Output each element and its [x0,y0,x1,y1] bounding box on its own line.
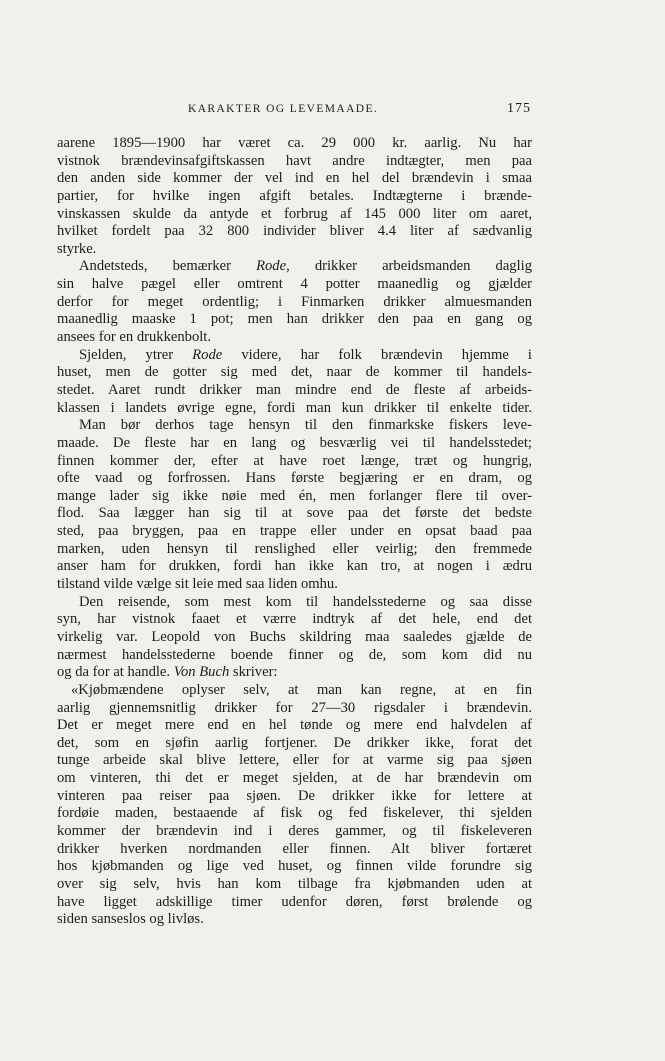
text-line: marken, uden hensyn til renslighed eller veirlig; den fremmede [57,540,532,557]
text-line: sin halve pægel eller omtrent 4 potter maanedlig og gjælder [57,276,532,293]
text-line: vinskassen skulde da antyde et forbrug af 145 000 liter om aaret, [57,205,532,222]
text-line: derfor for meget ordentlig; i Finmarken drikker almuesmanden [57,293,532,310]
text-line: anser ham for drukken, fordi han ikke kan tro, at nogen i ædru [57,558,532,575]
running-title: KARAKTER OG LEVEMAADE. [188,103,379,115]
page-number: 175 [507,101,531,116]
text-line: ofte vaad og forfrossen. Hans første begjæring er en dram, og [57,470,532,487]
quote-line: fordøie maden, bestaaende af fisk og fed fiskelever, thi sjelden [57,805,532,822]
text-line: Sjelden, ytrer Rode videre, har folk brændevin hjemme i [79,346,532,363]
text-line: flod. Saa lægger han sig til at sove paa det første det bedste [57,505,532,522]
quote-line: Det er meget mere end en hel tønde og mere end halvdelen af [57,717,532,734]
quote-line: have ligget adskillige timer udenfor døren, først brølende og [57,893,532,910]
page-header [0,101,665,121]
quote-line: vinteren paa reiser paa sjøen. De drikker ikke for lettere at [57,787,532,804]
author-name: Von Buch [173,664,230,681]
quote-line: kommer der brændevin ind i deres gammer, og til fiskeleveren [57,822,532,839]
text-line: sted, paa bryggen, paa en trappe eller under en opsat baad paa [57,523,532,540]
text-line: hvilket fordelt paa 32 800 individer bliver 4.4 liter af sædvanlig [57,223,532,240]
author-name: Rode [256,258,287,275]
text-line: vistnok brændevinsafgiftskassen havt andre indtægter, men paa [57,152,532,169]
text-line: maade. De fleste har en lang og besværlig vei til handelsstedet; [57,434,532,451]
text-line: huset, men de gotter sig med det, naar de kommer til handels- [57,364,532,381]
text-line: syn, har vistnok faaet et værre indtryk af det hele, end det [57,611,532,628]
body-text [57,135,532,929]
text-line: maanedlig maaske 1 pot; men han drikker den paa en gang og [57,311,532,328]
quote-line: «Kjøbmændene oplyser selv, at man kan regne, at en fin [71,681,532,698]
text-line: nærmest handelsstederne boende finner og de, som kom did nu [57,646,532,663]
text-line: virkelig var. Leopold von Buchs skildring maa saaledes gjælde de [57,628,532,645]
text-line: partier, for hvilke ingen afgift betales. Indtægterne i brænde- [57,187,532,204]
text-line: Den reisende, som mest kom til handelsstederne og saa disse [79,593,532,610]
text-line: og da for at handle. Von Buch skriver: [57,664,278,681]
quote-line: drikker hverken nordmanden eller finnen. Alt bliver fortæret [57,840,532,857]
text-line: ansees for en drukkenbolt. [57,329,211,346]
text-line: tilstand vilde vælge sit leie med saa liden omhu. [57,576,338,593]
text-line: stedet. Aaret rundt drikker man mindre end de fleste af arbeids- [57,381,532,398]
text-line: styrke. [57,240,97,257]
quote-line: over sig selv, hvis han kom tilbage fra kjøbmanden uden at [57,875,532,892]
text-line: Andetsteds, bemærker Rode, drikker arbeidsmanden daglig [79,258,532,275]
quote-line: aarlig gjennemsnitlig drikker for 27—30 rigsdaler i brændevin. [57,699,532,716]
quote-line: hos kjøbmanden og lige ved huset, og finnen vilde forundre sig [57,858,532,875]
quote-line: om vinteren, thi det er meget sjelden, at de har brændevin om [57,770,532,787]
quote-line: tunge arbeide skal blive lettere, eller for at varme sig paa sjøen [57,752,532,769]
quote-line: det, som en sjøfin aarlig fortjener. De drikker ikke, forat det [57,734,532,751]
text-line: den anden side kommer der vel ind en hel del brændevin i smaa [57,170,532,187]
text-line: aarene 1895—1900 har været ca. 29 000 kr. aarlig. Nu har [57,135,532,151]
text-line: klassen i landets øvrige egne, fordi man kun drikker til enkelte tider. [57,399,532,416]
text-line: Man bør derhos tage hensyn til den finmarkske fiskers leve- [79,417,532,434]
author-name: Rode [192,346,223,363]
text-line: mange lader sig ikke nøie med én, men forlanger flere til over- [57,487,532,504]
quote-line: siden sanseslos og livløs. [57,911,204,928]
text-line: finnen kommer der, efter at have roet længe, træt og hungrig, [57,452,532,469]
